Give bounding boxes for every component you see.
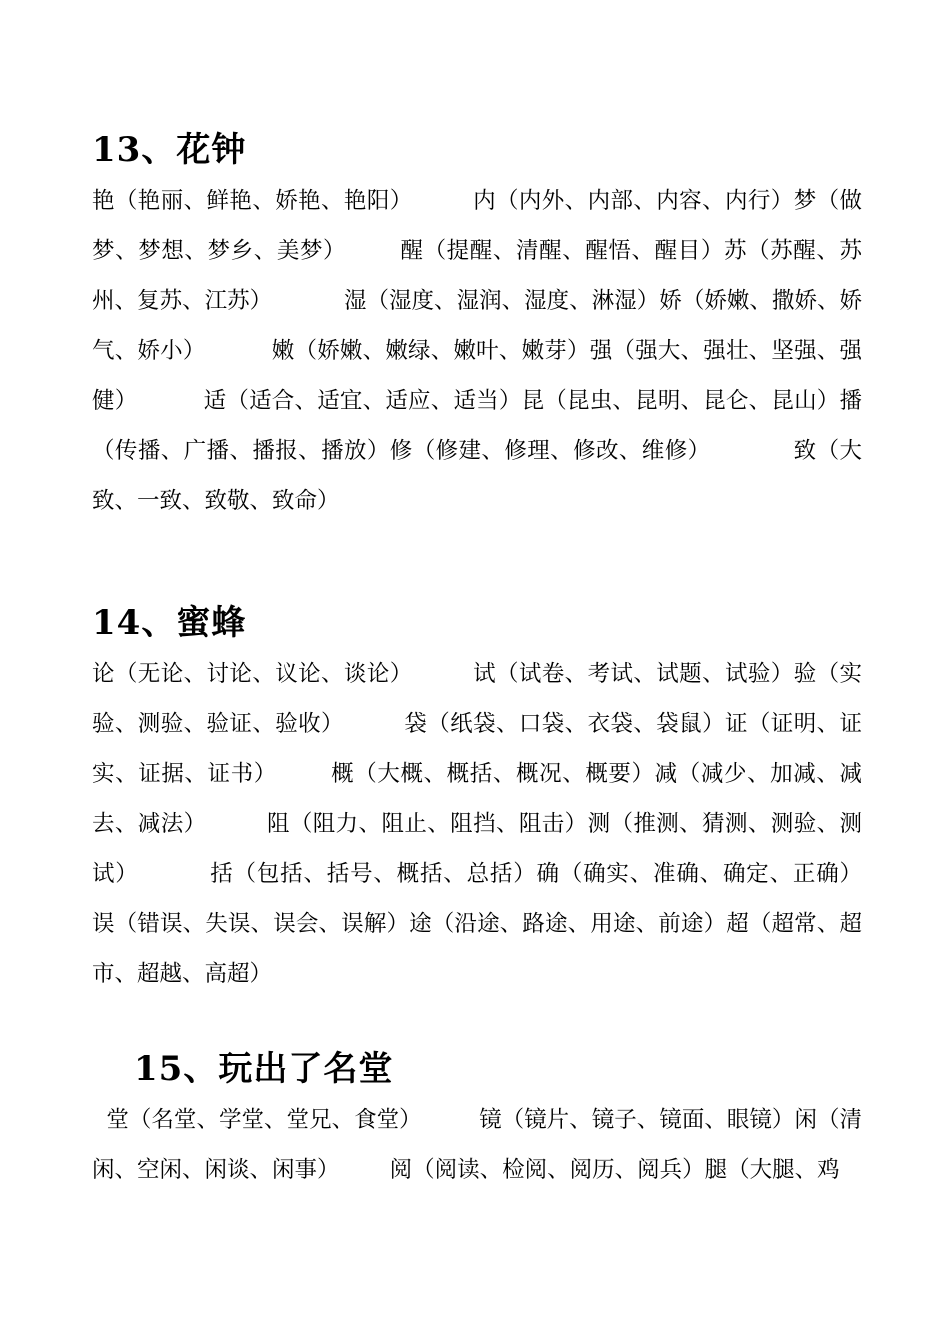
lesson-15-section [92, 1047, 862, 1195]
lesson-13-title: 13、花钟 [92, 130, 247, 170]
lesson-13-vocabulary: 艳（艳丽、鲜艳、娇艳、艳阳） 内（内外、内部、内容、内行）梦（做梦、梦想、梦乡、美梦） 醒（提醒、清醒、醒悟、醒目）苏（苏醒、苏州、复苏、江苏） 湿（湿度、湿润、湿度、淋湿）娇（娇嫩、撒娇、娇气、娇小） 嫩（娇嫩、嫩绿、嫩叶、嫩芽）强（强大、强壮、坚强、强健） 适（适合、适宜、适应、适当）昆（昆虫、昆明、昆仑、昆山）播（传播、广播、播报、播放）修（修建、修理、修改、维修） 致（大致、一致、致敬、致命） [92, 188, 862, 514]
lesson-14-title: 14、蜜蜂 [92, 603, 247, 643]
lesson-14-vocabulary: 论（无论、讨论、议论、谈论） 试（试卷、考试、试题、试验）验（实验、测验、验证、验收） 袋（纸袋、口袋、衣袋、袋鼠）证（证明、证实、证据、证书） 概（大概、概括、概况、概要）减（减少、加减、减去、减法） 阻（阻力、阻止、阻挡、阻击）测（推测、猜测、测验、测试） 括（包括、括号、概括、总括）确（确实、准确、确定、正确） 误（错误、失误、误会、误解）途（沿途、路途、用途、前途）超（超常、超市、超越、高超） [92, 661, 927, 987]
lesson-15-title: 15、玩出了名堂 [134, 1049, 394, 1089]
lesson-14-section [92, 601, 927, 999]
lesson-15-vocabulary: 堂（名堂、学堂、堂兄、食堂） 镜（镜片、镜子、镜面、眼镜）闲（清闲、空闲、闲谈、闲事） 阅（阅读、检阅、阅历、阅兵）腿（大腿、鸡 [92, 1107, 862, 1183]
lesson-13-section [92, 128, 862, 526]
